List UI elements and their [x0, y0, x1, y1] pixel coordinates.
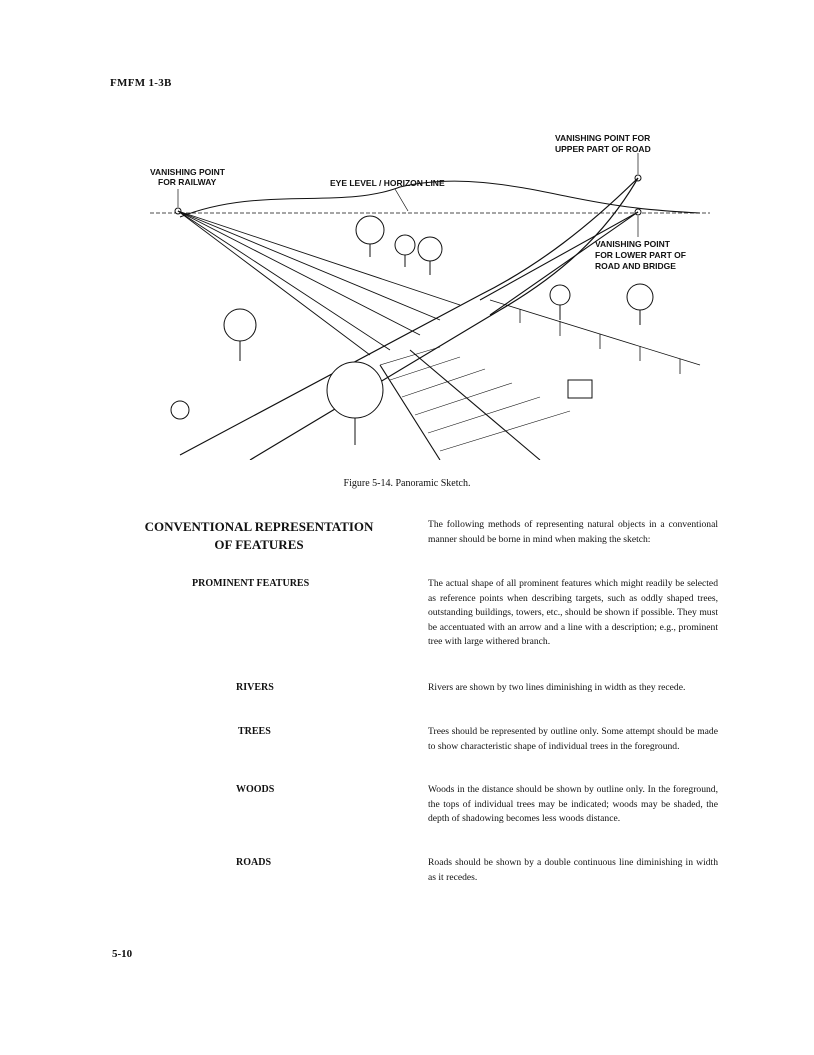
panoramic-sketch-drawing [140, 125, 720, 460]
label-roads: ROADS [236, 857, 272, 868]
label-trees: TREES [238, 726, 271, 737]
text-rivers: Rivers are shown by two lines diminishing in width as they recede. [428, 682, 686, 693]
text-trees: Trees should be represented by outline only. Some attempt should be made to show characteristic shape of individual trees in the foreground. [428, 726, 718, 752]
label-vp-upper-line1: VANISHING POINT FOR [555, 133, 651, 143]
field-hatching [380, 347, 570, 451]
railway-tracks [178, 211, 460, 355]
text-woods: Woods in the distance should be shown by outline only. In the foreground, the tops of individual trees may be indicated; woods may be shaded, the depth of shadowing becomes less woods distance. [428, 784, 718, 824]
figure-caption: Figure 5-14. Panoramic Sketch. [343, 478, 471, 489]
section-title-line1: CONVENTIONAL REPRESENTATION [144, 519, 374, 534]
label-rivers: RIVERS [236, 682, 274, 693]
fence-line [490, 300, 700, 374]
document-id-header: FMFM 1-3B [110, 77, 172, 89]
text-roads: Roads should be shown by a double continuous line diminishing in width as it recedes. [428, 857, 718, 883]
shed [568, 380, 592, 398]
label-vp-railway-line1: VANISHING POINT [150, 167, 225, 177]
intro-paragraph: The following methods of representing natural objects in a conventional manner should be borne in mind when making the sketch: [428, 519, 718, 545]
section-title [128, 518, 390, 554]
label-vp-lower-line3: ROAD AND BRIDGE [595, 261, 676, 271]
page-number: 5-10 [112, 948, 133, 960]
text-prominent-features: The actual shape of all prominent features which might readily be selected as reference points when describing targets, such as oddly shaped trees, outstanding buildings, towers, etc., should be shown if possible. They must be accentuated with an arrow and a line with a description; e.g., prominent tree with large withered branch. [428, 578, 718, 647]
label-eye-level: EYE LEVEL / HORIZON LINE [330, 178, 445, 188]
label-vp-lower-line2: FOR LOWER PART OF [595, 250, 686, 260]
panoramic-sketch-figure [140, 125, 720, 460]
label-vp-upper-line2: UPPER PART OF ROAD [555, 144, 651, 154]
label-prominent-features: PROMINENT FEATURES [192, 578, 310, 589]
section-title-line2: OF FEATURES [214, 537, 304, 552]
label-woods: WOODS [236, 784, 275, 795]
label-vp-railway-line2: FOR RAILWAY [158, 177, 217, 187]
leader-lines [178, 153, 638, 237]
label-vp-lower-line1: VANISHING POINT [595, 239, 670, 249]
